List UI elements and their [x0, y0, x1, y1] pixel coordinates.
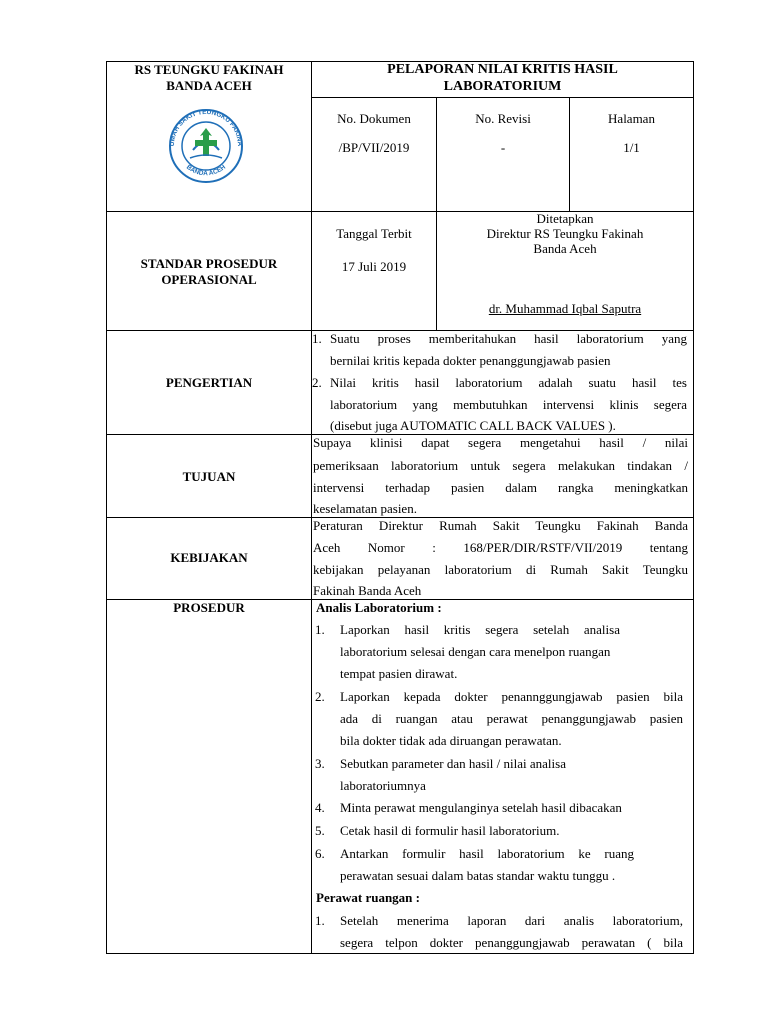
prosedur-item-line: Cetak hasil di formulir hasil laboratorium.	[340, 823, 560, 838]
prosedur-item-line: ada di ruangan atau perawat penanggungjawab pasien	[340, 711, 683, 726]
prosedur-item-line: laboratorium selesai dengan cara menelpon ruangan	[340, 644, 611, 659]
kebijakan-line: Peraturan Direktur Rumah Sakit Teungku Fakinah Banda	[313, 518, 688, 533]
document-title-line1: PELAPORAN NILAI KRITIS HASIL	[387, 62, 618, 77]
analis-section-heading: Analis Laboratorium :	[316, 600, 442, 615]
issue-date-label: Tanggal Terbit	[336, 226, 412, 241]
issue-date-value: 17 Juli 2019	[341, 259, 407, 274]
prosedur-item-line: perawatan sesuai dalam batas standar waktu tunggu .	[340, 868, 616, 883]
document-title-line2: LABORATORIUM	[443, 79, 562, 94]
kebijakan-label: KEBIJAKAN	[170, 550, 248, 565]
pengertian-item-line: Suatu proses memberitahukan hasil laboratorium yang	[330, 331, 687, 346]
rule	[311, 61, 312, 953]
logo-text-bottom: BANDA ACEH	[184, 163, 228, 178]
prosedur-item-number: 6.	[315, 846, 325, 861]
prosedur-item-line: segera telpon dokter penanggungjawab perawatan ( bila	[340, 935, 683, 950]
logo-text-top: UMAH SAKIT TEUNGKU FAKINA	[168, 108, 244, 147]
tujuan-line: pemeriksaan laboratorium untuk segera melakukan tindakan /	[313, 458, 688, 473]
prosedur-item-line: Sebutkan parameter dan hasil / nilai analisa	[340, 756, 566, 771]
tujuan-line: keselamatan pasien.	[313, 501, 417, 516]
prosedur-item-number: 4.	[315, 800, 325, 815]
pengertian-item-line: Nilai kritis hasil laboratorium adalah suatu hasil tes	[330, 375, 687, 390]
svg-text:BANDA ACEH	[185, 164, 228, 178]
tujuan-line: intervensi terhadap pasien dalam rangka meningkatkan	[313, 480, 688, 495]
prosedur-item-line: laboratoriumnya	[340, 778, 426, 793]
revision-label: No. Revisi	[475, 111, 531, 126]
prosedur-item-line: Minta perawat mengulanginya setelah hasil dibacakan	[340, 800, 622, 815]
kebijakan-line: kebijakan pelayanan laboratorium di Rumah Sakit Teungku	[313, 562, 688, 577]
kebijakan-line: Fakinah Banda Aceh	[313, 583, 422, 598]
prosedur-item-number: 5.	[315, 823, 325, 838]
doc-number-value: /BP/VII/2019	[338, 140, 410, 155]
prosedur-item-number: 1.	[315, 622, 325, 637]
prosedur-item-line: Setelah menerima laporan dari analis laboratorium,	[340, 913, 683, 928]
rule	[311, 97, 694, 98]
rule	[106, 61, 107, 954]
approval-line2: Direktur RS Teungku Fakinah	[486, 226, 644, 241]
pengertian-item-number: 1.	[312, 331, 322, 346]
tujuan-label: TUJUAN	[182, 469, 236, 484]
signatory-name: dr. Muhammad Iqbal Saputra	[488, 301, 642, 316]
prosedur-item-line: Laporkan kepada dokter penannggungjawab pasien bila	[340, 689, 683, 704]
revision-value: -	[500, 140, 506, 155]
prosedur-item-number: 2.	[315, 689, 325, 704]
page-label: Halaman	[608, 111, 655, 126]
prosedur-item-line: Antarkan formulir hasil laboratorium ke ruang	[340, 846, 634, 861]
prosedur-label: PROSEDUR	[173, 600, 245, 615]
perawat-section-heading: Perawat ruangan :	[316, 890, 420, 905]
pengertian-item-line: laboratorium yang membutuhkan intervensi klinis segera	[330, 397, 687, 412]
doc-number-label: No. Dokumen	[337, 111, 411, 126]
kebijakan-line: Aceh Nomor : 168/PER/DIR/RSTF/VII/2019 tentang	[313, 540, 688, 555]
prosedur-item-line: bila dokter tidak ada diruangan perawatan.	[340, 733, 562, 748]
rule	[106, 953, 694, 954]
page-value: 1/1	[623, 140, 640, 155]
tujuan-line: Supaya klinisi dapat segera mengetahui hasil / nilai	[313, 435, 688, 450]
approval-line3: Banda Aceh	[533, 241, 597, 256]
prosedur-item-line: Laporkan hasil kritis segera setelah analisa	[340, 622, 620, 637]
prosedur-item-number: 1.	[315, 913, 325, 928]
approval-line1: Ditetapkan	[536, 211, 594, 226]
prosedur-item-number: 3.	[315, 756, 325, 771]
pengertian-item-line: bernilai kritis kepada dokter penanggungjawab pasien	[330, 353, 611, 368]
hospital-logo	[160, 104, 252, 184]
pengertian-item-line: (disebut juga AUTOMATIC CALL BACK VALUES ).	[330, 418, 616, 433]
prosedur-item-line: tempat pasien dirawat.	[340, 666, 458, 681]
rule	[693, 61, 694, 954]
pengertian-label: PENGERTIAN	[165, 375, 253, 390]
sop-label-line1: STANDAR PROSEDUR	[140, 256, 278, 271]
pengertian-item-number: 2.	[312, 375, 322, 390]
hospital-name-line2: BANDA ACEH	[166, 78, 252, 93]
sop-label-line2: OPERASIONAL	[161, 272, 257, 287]
hospital-name-line1: RS TEUNGKU FAKINAH	[134, 62, 284, 77]
